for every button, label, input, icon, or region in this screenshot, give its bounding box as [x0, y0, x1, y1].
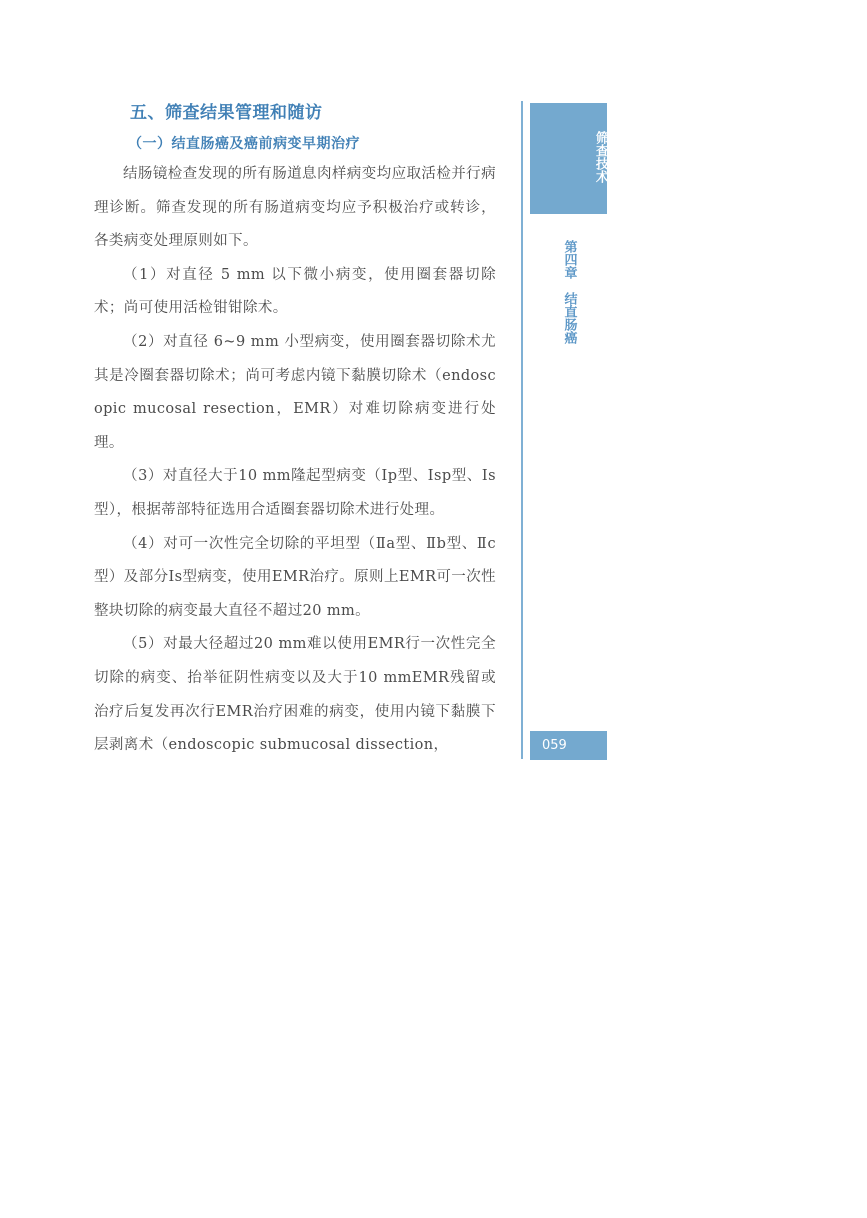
section-tab-label: 筛查技术: [593, 131, 608, 183]
paragraph-item-2: （2）对直径 6~9 mm 小型病变，使用圈套器切除术尤其是冷圈套器切除术；尚可考虑内镜下黏膜切除术（endoscopic mucosal resection，EMR）对难切除病变进行处理。: [94, 333, 496, 451]
section-tab: [530, 103, 607, 214]
vertical-divider: [521, 101, 523, 759]
paragraph-intro: 结肠镜检查发现的所有肠道息肉样病变均应取活检并行病理诊断。筛查发现的所有肠道病变均应予积极治疗或转诊，各类病变处理原则如下。: [94, 166, 496, 250]
paragraph-item-1: （1）对直径 5 mm 以下微小病变，使用圈套器切除术；尚可使用活检钳钳除术。: [94, 266, 496, 317]
paragraph-item-3: （3）对直径大于10 mm隆起型病变（Ⅰp型、Ⅰsp型、Ⅰs型），根据蒂部特征选用合适圈套器切除术进行处理。: [94, 468, 496, 518]
paragraph-item-4: （4）对可一次性完全切除的平坦型（Ⅱa型、Ⅱb型、Ⅱc型）及部分Ⅰs型病变，使用EMR治疗。原则上EMR可一次性整块切除的病变最大直径不超过20 mm。: [94, 535, 496, 619]
main-text-column: [94, 98, 496, 763]
paragraph-item-5: （5）对最大径超过20 mm难以使用EMR行一次性完全切除的病变、抬举征阴性病变以及大于10 mmEMR残留或治疗后复发再次行EMR治疗困难的病变，使用内镜下黏膜下层剥离术（endoscopic submucosal dissection，: [94, 636, 496, 754]
subsection-title: （一）结直肠癌及癌前病变早期治疗: [128, 136, 360, 152]
page-number: 059: [530, 731, 607, 760]
chapter-label: [530, 240, 607, 344]
section-tab-text-wrap: [530, 131, 607, 183]
section-title: 五、筛查结果管理和随访: [130, 103, 323, 123]
chapter-label-text: 第四章 结直肠癌: [561, 240, 577, 344]
